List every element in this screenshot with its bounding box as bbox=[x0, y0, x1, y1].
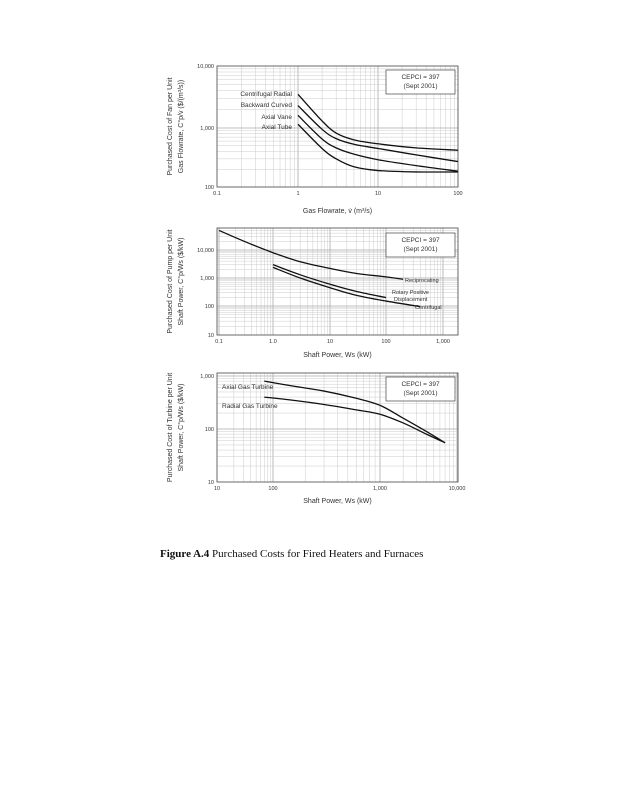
figure-caption bbox=[160, 548, 423, 560]
y-tick-label: 1,000 bbox=[200, 276, 214, 282]
y-axis-title: Purchased Cost of Turbine per Unit bbox=[167, 372, 174, 483]
y-tick-label: 1,000 bbox=[200, 374, 214, 380]
cepci-annotation: (Sept 2001) bbox=[403, 83, 438, 90]
y-tick-label: 10,000 bbox=[197, 248, 214, 254]
series-label: Reciprocating bbox=[405, 278, 439, 284]
x-tick-label: 1.0 bbox=[269, 339, 277, 345]
y-tick-label: 1,000 bbox=[200, 126, 214, 132]
series-label: Centrifugal Radial bbox=[240, 91, 292, 98]
x-tick-label: 10,000 bbox=[448, 486, 466, 492]
chart-turbine bbox=[167, 373, 465, 505]
series-label: Radial Gas Turbine bbox=[222, 403, 278, 410]
x-axis-title: Gas Flowrate, v̇ (m³/s) bbox=[302, 208, 373, 215]
y-tick-label: 100 bbox=[204, 185, 214, 191]
series-label: Axial Tube bbox=[261, 124, 292, 131]
x-tick-label: 100 bbox=[453, 191, 463, 197]
cepci-annotation: CEPCI = 397 bbox=[401, 381, 440, 388]
x-tick-label: 100 bbox=[381, 339, 391, 345]
series-label: Displacement bbox=[394, 297, 428, 303]
series-label: Axial Vane bbox=[261, 114, 292, 121]
x-tick-label: 100 bbox=[268, 486, 278, 492]
cepci-annotation: (Sept 2001) bbox=[403, 390, 438, 397]
y-tick-label: 10 bbox=[207, 480, 214, 486]
series-label: Rotary Positive bbox=[392, 290, 429, 296]
series-line-reciprocating bbox=[219, 230, 403, 279]
x-axis-title: Shaft Power, Ws (kW) bbox=[303, 352, 372, 359]
y-tick-label: 100 bbox=[204, 427, 214, 433]
x-tick-label: 1,000 bbox=[436, 339, 450, 345]
x-tick-label: 0.1 bbox=[213, 191, 221, 197]
x-tick-label: 0.1 bbox=[215, 339, 223, 345]
y-axis-title: Gas Flowrate, C°p/v̇ ($/(m³/s)) bbox=[178, 79, 185, 174]
cepci-annotation: CEPCI = 397 bbox=[401, 237, 440, 244]
x-axis-title: Shaft Power, Ws (kW) bbox=[303, 498, 372, 505]
x-tick-label: 10 bbox=[326, 339, 334, 345]
y-axis-title: Purchased Cost of Pump per Unit bbox=[167, 229, 174, 334]
x-tick-label: 10 bbox=[213, 486, 221, 492]
x-tick-label: 1 bbox=[296, 191, 300, 197]
cepci-annotation: CEPCI = 397 bbox=[401, 74, 440, 81]
x-tick-label: 1,000 bbox=[373, 486, 387, 492]
y-tick-label: 100 bbox=[204, 304, 214, 310]
chart-fan bbox=[167, 64, 463, 215]
caption-text: Purchased Costs for Fired Heaters and Furnaces bbox=[209, 548, 424, 560]
cepci-annotation: (Sept 2001) bbox=[403, 246, 438, 253]
y-tick-label: 10 bbox=[207, 333, 214, 339]
x-tick-label: 10 bbox=[374, 191, 382, 197]
series-label: Axial Gas Turbine bbox=[222, 384, 274, 391]
y-axis-title: Shaft Power, C°p/Ws ($/kW) bbox=[178, 383, 185, 472]
y-tick-label: 10,000 bbox=[197, 64, 214, 70]
y-axis-title: Purchased Cost of Fan per Unit bbox=[167, 77, 174, 176]
caption-label: Figure A.4 bbox=[160, 548, 210, 560]
series-label: Centrifugal bbox=[415, 305, 442, 311]
series-label: Backward Curved bbox=[240, 102, 292, 109]
chart-pump bbox=[167, 228, 458, 359]
y-axis-title: Shaft Power, C°p/Ws ($/kW) bbox=[178, 237, 185, 326]
